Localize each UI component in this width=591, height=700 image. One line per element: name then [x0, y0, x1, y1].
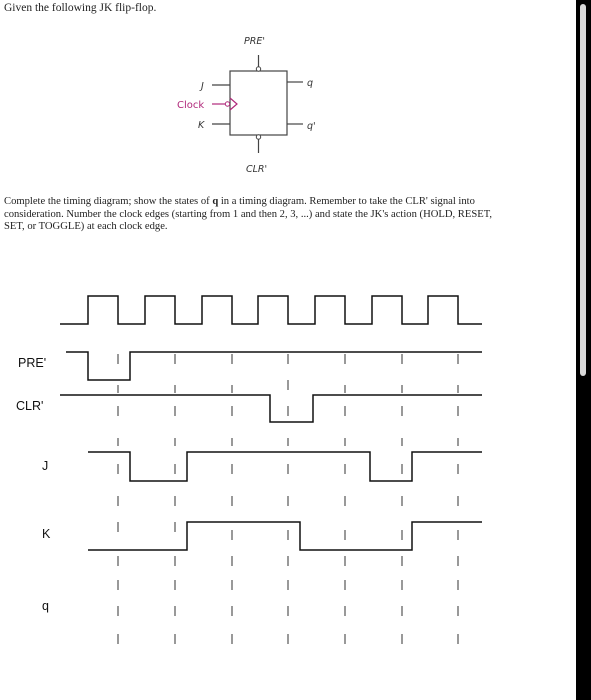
pre-pin-label: PRE'	[244, 36, 265, 47]
qbar-pin-label: q'	[307, 121, 316, 132]
pre-signal-label: PRE'	[18, 356, 47, 370]
clr-pin-label: CLR'	[246, 164, 268, 175]
pre-waveform	[66, 352, 482, 380]
k-signal-label: K	[42, 527, 51, 541]
j-waveform	[88, 452, 482, 481]
clock-triangle	[230, 98, 237, 110]
clock-waveform	[60, 296, 482, 324]
k-waveform	[88, 522, 482, 550]
instructions-text: Complete the timing diagram; show the states of q in a timing diagram. Remember to take the CLR' signal into consideration. Number the clock edges (starting from 1 and then 2, 3, ...) and state the JK's action (HOLD, RESET, SET, or TOGGLE) at each clock edge.	[4, 196, 493, 232]
clock-pin-label: Clock	[177, 100, 205, 111]
timing-diagram	[60, 296, 482, 550]
clock-bubble	[225, 102, 229, 106]
j-pin-label: J	[201, 81, 204, 92]
q-signal-label: q	[42, 599, 49, 613]
clr-waveform	[60, 395, 482, 422]
bold-q: q	[212, 196, 219, 207]
clock-edge-guides	[118, 354, 458, 644]
j-signal-label: J	[42, 459, 49, 473]
intro-text: Given the following JK flip-flop.	[4, 2, 157, 14]
flipflop-box	[230, 71, 287, 135]
pre-bubble	[256, 67, 260, 71]
q-pin-label: q	[307, 78, 314, 89]
k-pin-label: K	[198, 120, 205, 131]
clr-signal-label: CLR'	[16, 399, 44, 413]
clr-bubble	[256, 135, 260, 139]
scrollbar-thumb[interactable]	[580, 4, 586, 376]
